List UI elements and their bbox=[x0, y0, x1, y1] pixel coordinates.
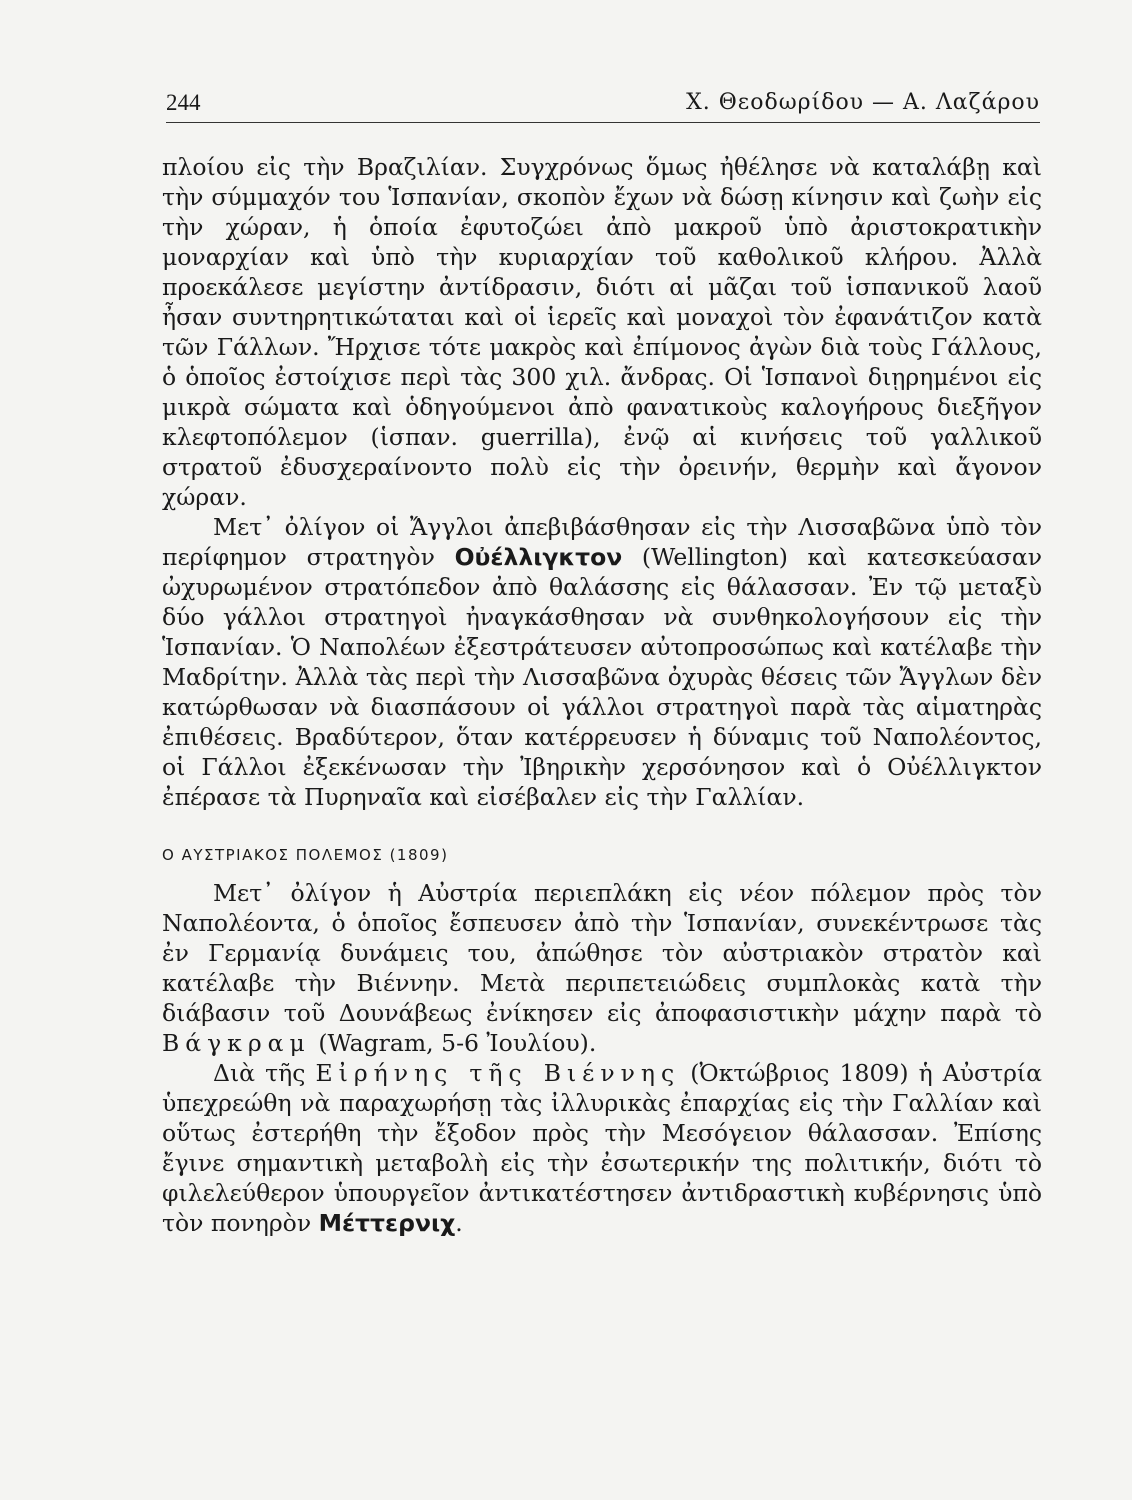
paragraph-2 bbox=[162, 512, 1042, 812]
paragraph-2-text-b: (Wellington) καὶ κατεσκεύασαν ὠχυρωμένον στρατόπεδον ἀπὸ θαλάσσης εἰς θάλασσαν. Ἐν τῷ μεταξὺ δύο γάλλοι στρατηγοὶ ἠναγκάσθησαν νὰ συνθηκολογήσουν εἰς τὴν Ἱσπανίαν. Ὁ Ναπολέων ἐξεστράτευσεν αὐτοπροσώπως καὶ κατέλαβε τὴν Μαδρίτην. Ἀλλὰ τὰς περὶ τὴν Λισσαβῶνα ὀχυρὰς θέσεις τῶν Ἄγγλων δὲν κατώρθωσαν νὰ διασπάσουν οἱ γάλλοι στρατηγοὶ παρὰ τὰς αἱματηρὰς ἐπιθέσεις. Βραδύτερον, ὅταν κατέρρευσεν ἡ δύναμις τοῦ Ναπολέοντος, οἱ Γάλλοι ἐξεκένωσαν τὴν Ἰβηρικὴν χερσόνησον καὶ ὁ Οὐέλλιγκτον ἐπέρασε τὰ Πυρηναῖα καὶ εἰσέβαλεν εἰς τὴν Γαλλίαν. bbox=[162, 543, 1042, 811]
page-number: 244 bbox=[166, 90, 201, 115]
paragraph-3 bbox=[162, 878, 1042, 1058]
paragraph-2-text-a: Μετ᾽ ὀλίγον οἱ Ἄγγλοι ἀπεβιβάσθησαν εἰς τὴν Λισσαβῶνα ὑπὸ τὸν περίφημον στρατηγὸν bbox=[162, 513, 1042, 571]
paragraph-3-text-a: Μετ᾽ ὀλίγον ἡ Αὐστρία περιεπλάκη εἰς νέον πόλεμον πρὸς τὸν Ναπολέοντα, ὁ ὁποῖος ἔσπευσεν ἀπὸ τὴν Ἱσπανίαν, συνεκέντρωσε τὰς ἐν Γερμανίᾳ δυνάμεις του, ἀπώθησε τὸν αὐστριακὸν στρατὸν καὶ κατέλαβε τὴν Βιέννην. Μετὰ περιπετειώδεις συμπλοκὰς κατὰ τὴν διάβασιν τοῦ Δουνάβεως ἐνίκησεν εἰς ἀποφασιστικὴν μάχην παρὰ τὸ bbox=[162, 879, 1042, 1027]
wagram-name: Βάγκραμ bbox=[162, 1029, 311, 1057]
metternich-name: Μέττερνιχ bbox=[318, 1209, 456, 1237]
paragraph-1: πλοίου εἰς τὴν Βραζιλίαν. Συγχρόνως ὅμως ἠθέλησε νὰ καταλάβῃ καὶ τὴν σύμμαχόν του Ἱσπανίαν, σκοπὸν ἔχων νὰ δώσῃ κίνησιν καὶ ζωὴν εἰς τὴν χώραν, ἡ ὁποία ἐφυτοζώει ἀπὸ μακροῦ ὑπὸ ἀριστοκρατικὴν μοναρχίαν καὶ ὑπὸ τὴν κυριαρχίαν τοῦ καθολικοῦ κλήρου. Ἀλλὰ προεκάλεσε μεγίστην ἀντίδρασιν, διότι αἱ μᾶζαι τοῦ ἱσπανικοῦ λαοῦ ἦσαν συντηρητικώταται καὶ οἱ ἱερεῖς καὶ μοναχοὶ τὸν ἐφανάτιζον κατὰ τῶν Γάλλων. Ἤρχισε τότε μακρὸς καὶ ἐπίμονος ἀγὼν διὰ τοὺς Γάλλους, ὁ ὁποῖος ἐστοίχισε περὶ τὰς 300 χιλ. ἄνδρας. Οἱ Ἱσπανοὶ διῃρημένοι εἰς μικρὰ σώματα καὶ ὁδηγούμενοι ἀπὸ φανατικοὺς καλογήρους διεξῆγον κλεφτοπόλεμον (ἱσπαν. guerrilla), ἐνῷ αἱ κινήσεις τοῦ γαλλικοῦ στρατοῦ ἐδυσχεραίνοντο πολὺ εἰς τὴν ὀρεινήν, θερμὴν καὶ ἄγονον χώραν. bbox=[162, 153, 1042, 511]
treaty-name: Εἰρήνης τῆς Βιέννης bbox=[315, 1059, 681, 1087]
page-header bbox=[166, 88, 1040, 123]
paragraph-4 bbox=[162, 1058, 1042, 1238]
section-title: Ο ΑΥΣΤΡΙΑΚΟΣ ΠΟΛΕΜΟΣ (1809) bbox=[162, 846, 449, 864]
body-text bbox=[162, 152, 1042, 1238]
wellington-name: Οὐέλλιγκτον bbox=[454, 543, 623, 571]
paragraph-4-text-b: (Ὀκτώβριος 1809) ἡ Αὐστρία ὑπεχρεώθη νὰ παραχωρήσῃ τὰς ἰλλυρικὰς ἐπαρχίας εἰς τὴν Γαλλίαν καὶ οὕτως ἐστερήθη τὴν ἔξοδον πρὸς τὴν Μεσόγειον θάλασσαν. Ἐπίσης ἔγινε σημαντικὴ μεταβολὴ εἰς τὴν ἐσωτερικήν της πολιτικήν, διότι τὸ φιλελεύθερον ὑπουργεῖον ἀντικατέστησεν ἀντιδραστικὴ κυβέρνησις ὑπὸ τὸν πονηρὸν bbox=[162, 1059, 1042, 1237]
paragraph-4-end: . bbox=[455, 1209, 463, 1237]
paragraph-4-text-a: Διὰ τῆς bbox=[213, 1059, 316, 1087]
running-head: Χ. Θεοδωρίδου — Α. Λαζάρου bbox=[686, 90, 1040, 115]
paragraph-3-text-b: (Wagram, 5-6 Ἰουλίου). bbox=[310, 1029, 597, 1057]
